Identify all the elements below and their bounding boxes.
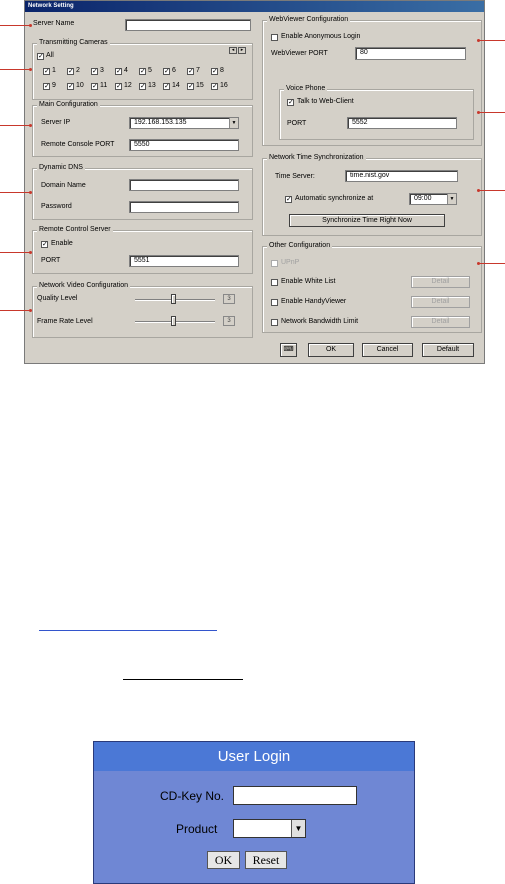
frame-rate-slider-thumb[interactable]: [171, 316, 176, 326]
network-video-title: Network Video Configuration: [39, 282, 128, 289]
main-configuration-title: Main Configuration: [39, 101, 98, 108]
webviewer-port-label: WebViewer PORT: [271, 50, 328, 57]
network-setting-dialog: [24, 0, 485, 364]
default-button[interactable]: Default: [422, 343, 474, 357]
other-configuration-title: Other Configuration: [269, 242, 331, 249]
quality-value: 3: [223, 294, 235, 304]
annotation-line-webviewer: [478, 40, 505, 41]
annotation-dot: [29, 68, 32, 71]
login-ok-button[interactable]: OK: [207, 851, 240, 869]
camera-label: 15: [196, 82, 204, 89]
talk-web-client-label: Talk to Web-Client: [297, 98, 354, 105]
remote-port-label: PORT: [41, 257, 61, 264]
camera-label: 6: [172, 67, 176, 74]
camera-label: 5: [148, 67, 152, 74]
camera-checkbox[interactable]: ✓: [212, 83, 218, 90]
annotation-line-voice: [478, 112, 505, 113]
console-port-label: Remote Console PORT: [41, 141, 115, 148]
camera-checkbox[interactable]: ✓: [140, 68, 146, 75]
password-input[interactable]: [129, 201, 239, 213]
remote-control-title: Remote Control Server: [39, 226, 111, 233]
camera-label: 10: [76, 82, 84, 89]
webviewer-group: [262, 16, 482, 146]
quality-slider-thumb[interactable]: [171, 294, 176, 304]
annotation-dot: [477, 262, 480, 265]
dialog-title: Network Setting: [25, 1, 484, 12]
annotation-dot: [29, 251, 32, 254]
all-cameras-checkbox[interactable]: ✓: [38, 53, 44, 60]
time-sync-title: Network Time Synchronization: [269, 154, 364, 161]
camera-checkbox[interactable]: ✓: [116, 83, 122, 90]
main-configuration-group: [32, 101, 253, 157]
camera-label: 16: [220, 82, 228, 89]
whitelist-label: Enable White List: [281, 278, 336, 285]
camera-label: 8: [220, 67, 224, 74]
voice-phone-title: Voice Phone: [286, 85, 326, 92]
remote-port-input[interactable]: 5551: [129, 255, 239, 267]
bandwidth-detail-button[interactable]: Detail: [411, 316, 470, 328]
network-video-group: [32, 282, 253, 338]
annotation-line-remote: [0, 252, 30, 253]
password-label: Password: [41, 203, 72, 210]
handyviewer-checkbox[interactable]: [271, 299, 278, 306]
camera-label: 9: [52, 82, 56, 89]
document-rule: [123, 679, 243, 680]
transmitting-cameras-group: [32, 39, 253, 100]
remote-control-group: [32, 226, 253, 274]
domain-name-label: Domain Name: [41, 182, 86, 189]
domain-name-input[interactable]: [129, 179, 239, 191]
login-reset-button[interactable]: Reset: [245, 851, 287, 869]
other-configuration-group: [262, 242, 482, 333]
time-sync-group: [262, 154, 482, 236]
voice-phone-group: [279, 85, 474, 140]
webviewer-port-input[interactable]: 80: [355, 47, 466, 60]
camera-checkbox[interactable]: ✓: [68, 83, 74, 90]
camera-checkbox[interactable]: ✓: [116, 68, 122, 75]
console-port-input[interactable]: 5550: [129, 139, 239, 151]
annotation-line-time-sync: [478, 190, 505, 191]
scroll-left-icon[interactable]: ◂: [229, 47, 237, 54]
server-ip-label: Server IP: [41, 119, 71, 126]
enable-remote-checkbox[interactable]: ✓: [42, 241, 48, 248]
annotation-dot: [29, 191, 32, 194]
annotation-line-video: [0, 310, 30, 311]
annotation-line-other: [478, 263, 505, 264]
camera-label: 11: [100, 82, 108, 89]
sync-time-value: 09:00: [414, 195, 432, 202]
annotation-dot: [477, 111, 480, 114]
anonymous-login-label: Enable Anonymous Login: [281, 33, 361, 40]
dynamic-dns-title: Dynamic DNS: [39, 164, 83, 171]
camera-label: 3: [100, 67, 104, 74]
annotation-line-cameras: [0, 69, 30, 70]
handyviewer-detail-button[interactable]: Detail: [411, 296, 470, 308]
transmitting-cameras-title: Transmitting Cameras: [39, 39, 108, 46]
enable-remote-label: Enable: [51, 240, 73, 247]
chevron-down-icon[interactable]: ▼: [229, 118, 238, 128]
annotation-dot: [477, 189, 480, 192]
chevron-down-icon[interactable]: ▼: [447, 194, 456, 204]
cdkey-label: CD-Key No.: [160, 789, 225, 803]
annotation-line-main: [0, 125, 30, 126]
webviewer-title: WebViewer Configuration: [269, 16, 349, 23]
talk-web-client-checkbox[interactable]: ✓: [288, 99, 294, 106]
camera-label: 2: [76, 67, 80, 74]
camera-checkbox[interactable]: ✓: [44, 68, 50, 75]
server-ip-value: 192.168.153.135: [134, 119, 187, 126]
scroll-right-icon[interactable]: ▸: [238, 47, 246, 54]
chevron-down-icon[interactable]: ▼: [291, 820, 305, 837]
camera-label: 1: [52, 67, 56, 74]
annotation-dot: [29, 24, 32, 27]
voice-port-label: PORT: [287, 120, 307, 127]
sync-now-button[interactable]: Synchronize Time Right Now: [289, 214, 445, 227]
cdkey-input[interactable]: [233, 786, 357, 805]
time-server-label: Time Server:: [275, 173, 315, 180]
user-login-dialog: [93, 741, 415, 884]
server-name-label: Server Name: [33, 20, 75, 27]
dynamic-dns-group: [32, 164, 253, 220]
annotation-line-ddns: [0, 192, 30, 193]
login-body: [94, 771, 414, 883]
document-link-underline[interactable]: [39, 630, 217, 631]
whitelist-checkbox[interactable]: [271, 279, 278, 286]
camera-checkbox[interactable]: ✓: [212, 68, 218, 75]
camera-checkbox[interactable]: ✓: [92, 83, 98, 90]
frame-rate-value: 3: [223, 316, 235, 326]
annotation-line-server-name: [0, 25, 30, 26]
cancel-button[interactable]: Cancel: [362, 343, 413, 357]
product-label: Product: [176, 822, 218, 836]
camera-checkbox[interactable]: ✓: [44, 83, 50, 90]
camera-label: 13: [148, 82, 156, 89]
product-select[interactable]: [233, 819, 306, 838]
voice-port-input[interactable]: 5552: [347, 117, 457, 129]
all-cameras-label: All: [46, 52, 54, 59]
upnp-label: UPnP: [281, 259, 300, 266]
anonymous-login-checkbox[interactable]: [271, 34, 278, 41]
server-ip-select[interactable]: [129, 117, 239, 129]
auto-sync-checkbox[interactable]: ✓: [286, 196, 292, 203]
keyboard-button[interactable]: [280, 343, 297, 357]
camera-label: 7: [196, 67, 200, 74]
server-name-input[interactable]: [125, 19, 251, 31]
camera-label: 12: [124, 82, 132, 89]
annotation-dot: [477, 39, 480, 42]
sync-time-select[interactable]: [409, 193, 457, 205]
auto-sync-label: Automatic synchronize at: [295, 195, 374, 202]
login-title: User Login: [94, 742, 414, 771]
frame-rate-label: Frame Rate Level: [37, 318, 93, 325]
bandwidth-limit-label: Network Bandwidth Limit: [281, 318, 359, 325]
upnp-checkbox[interactable]: [271, 260, 278, 267]
camera-checkbox[interactable]: ✓: [188, 83, 194, 90]
whitelist-detail-button[interactable]: Detail: [411, 276, 470, 288]
bandwidth-limit-checkbox[interactable]: [271, 319, 278, 326]
camera-checkbox[interactable]: ✓: [92, 68, 98, 75]
quality-level-label: Quality Level: [37, 295, 78, 302]
time-server-input[interactable]: time.nist.gov: [345, 170, 458, 182]
camera-label: 14: [172, 82, 180, 89]
annotation-dot: [29, 124, 32, 127]
camera-checkbox[interactable]: ✓: [188, 68, 194, 75]
camera-checkbox[interactable]: ✓: [140, 83, 146, 90]
handyviewer-label: Enable HandyViewer: [281, 298, 347, 305]
camera-checkbox[interactable]: ✓: [164, 83, 170, 90]
keyboard-icon: ⌨: [283, 346, 294, 353]
camera-label: 4: [124, 67, 128, 74]
camera-checkbox[interactable]: ✓: [68, 68, 74, 75]
annotation-dot: [29, 309, 32, 312]
ok-button[interactable]: OK: [308, 343, 354, 357]
camera-checkbox[interactable]: ✓: [164, 68, 170, 75]
